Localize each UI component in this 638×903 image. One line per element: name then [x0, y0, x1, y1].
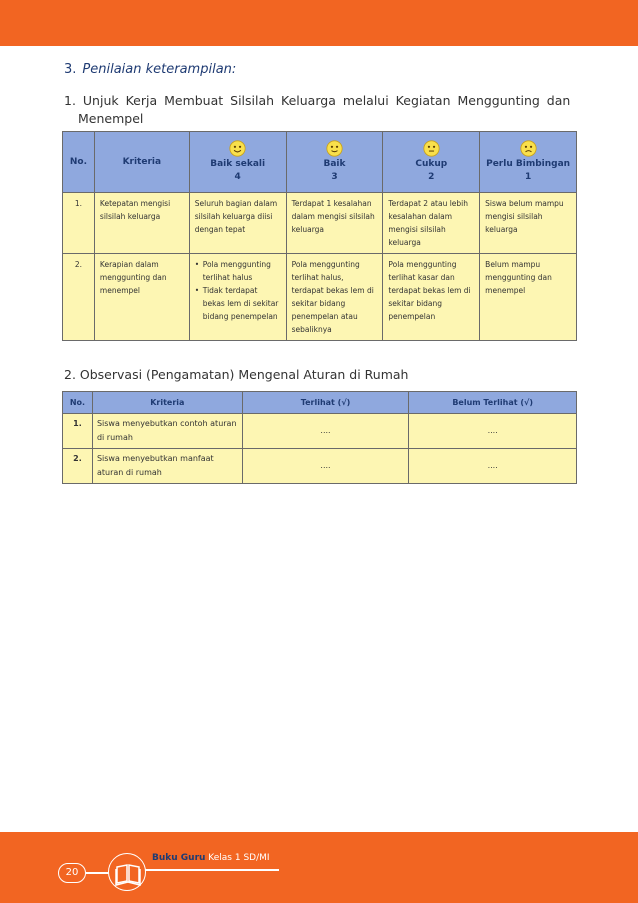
header-cukup-label: Cukup [415, 159, 448, 169]
assessment-rubric-table [62, 131, 577, 341]
open-book-graphic [109, 854, 147, 892]
smiley-face-icon [520, 140, 537, 157]
row-belum-terlihat: .... [409, 414, 577, 449]
header-baik-sekali [189, 132, 286, 193]
row-terlihat: .... [242, 449, 409, 484]
subsection-1-line1: 1. Unjuk Kerja Membuat Silsilah Keluarga melalui Kegiatan Menggunting dan [64, 93, 571, 108]
row-score-3: Terdapat 1 kesalahan dalam mengisi silsilah keluarga [286, 193, 383, 254]
header-perlu-bimbingan [480, 132, 577, 193]
table-row [63, 414, 577, 449]
header-no: No. [63, 132, 95, 193]
subsection-1-line2: Menempel [78, 111, 144, 126]
section-title [64, 62, 236, 77]
row-number: 1. [63, 193, 95, 254]
row-score-1: Siswa belum mampu mengisi silsilah keluarga [480, 193, 577, 254]
bullet-list [195, 258, 281, 323]
row-number: 1. [63, 414, 93, 449]
list-item: • Pola menggunting terlihat halus [195, 258, 281, 284]
row-score-4 [189, 254, 286, 341]
row-score-4: Seluruh bagian dalam silsilah keluarga diisi dengan tepat [189, 193, 286, 254]
table-row [63, 254, 577, 341]
row-belum-terlihat: .... [409, 449, 577, 484]
row-number: 2. [63, 449, 93, 484]
observation-header-row [63, 392, 577, 414]
open-book-icon [108, 853, 146, 891]
subsection-2-title: 2. Observasi (Pengamatan) Mengenal Aturan di Rumah [64, 367, 409, 382]
row-score-2: Pola menggunting terlihat kasar dan terdapat bekas lem di sekitar bidang penempelan [383, 254, 480, 341]
footer-book-title-rest: Kelas 1 SD/MI [205, 853, 270, 863]
observation-table [62, 391, 577, 484]
header-baik-label: Baik [323, 159, 346, 169]
header-baik-score: 3 [331, 172, 338, 182]
smiley-face-icon [229, 140, 246, 157]
row-kriteria: Siswa menyebutkan contoh aturan di rumah [92, 414, 242, 449]
row-number: 2. [63, 254, 95, 341]
page-number: 20 [58, 863, 86, 883]
header-kriteria: Kriteria [92, 392, 242, 414]
row-terlihat: .... [242, 414, 409, 449]
row-score-2: Terdapat 2 atau lebih kesalahan dalam mengisi silsilah keluarga [383, 193, 480, 254]
section-heading: Penilaian keterampilan: [82, 62, 237, 77]
row-kriteria: Kerapian dalam menggunting dan menempel [94, 254, 189, 341]
header-terlihat: Terlihat (√) [242, 392, 409, 414]
smiley-face-icon [423, 140, 440, 157]
footer-underline [145, 869, 279, 871]
row-kriteria: Siswa menyebutkan manfaat aturan di rumah [92, 449, 242, 484]
header-cukup [383, 132, 480, 193]
header-baik-sekali-label: Baik sekali [210, 159, 266, 169]
rubric-header-row [63, 132, 577, 193]
header-belum-terlihat: Belum Terlihat (√) [409, 392, 577, 414]
table-row [63, 449, 577, 484]
top-orange-band [0, 0, 638, 46]
row-kriteria: Ketepatan mengisi silsilah keluarga [94, 193, 189, 254]
footer-book-title-bold: Buku Guru [152, 853, 206, 863]
header-baik-sekali-score: 4 [234, 172, 241, 182]
header-baik [286, 132, 383, 193]
header-perlu-bimbingan-label: Perlu Bimbingan [486, 159, 571, 169]
smiley-face-icon [326, 140, 343, 157]
header-kriteria: Kriteria [94, 132, 189, 193]
header-no: No. [63, 392, 93, 414]
section-number: 3. [64, 62, 77, 77]
table-row [63, 193, 577, 254]
header-cukup-score: 2 [428, 172, 435, 182]
footer-book-title [152, 853, 270, 863]
subsection-1-title [64, 92, 576, 128]
bottom-orange-band [0, 832, 638, 903]
header-perlu-bimbingan-score: 1 [524, 172, 532, 182]
list-item: • Tidak terdapat bekas lem di sekitar bidang penempelan [195, 284, 281, 323]
row-score-3: Pola menggunting terlihat halus, terdapat bekas lem di sekitar bidang penempelan atau sebaliknya [286, 254, 383, 341]
row-score-1: Belum mampu menggunting dan menempel [480, 254, 577, 341]
